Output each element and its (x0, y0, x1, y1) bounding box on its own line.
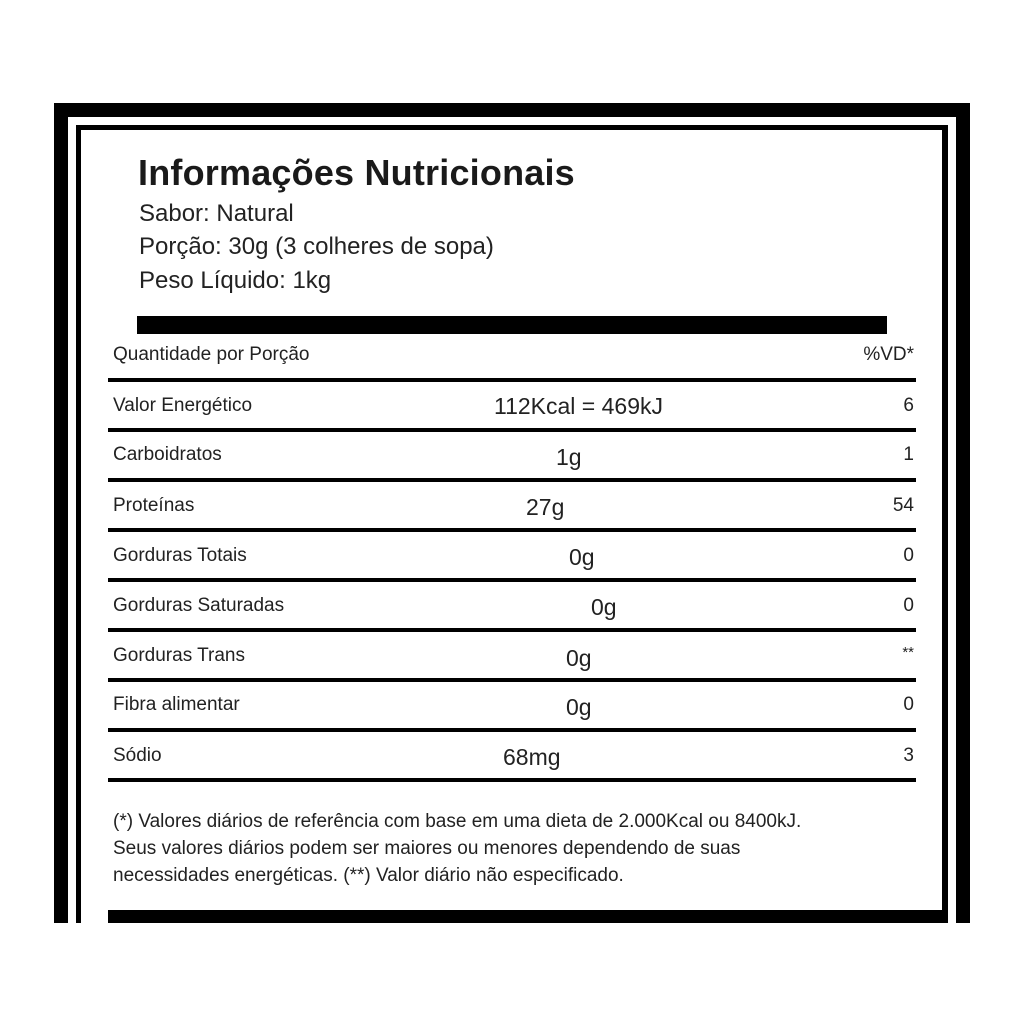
nutrient-amount: 0g (566, 645, 592, 671)
nutrient-name: Gorduras Trans (113, 645, 245, 666)
nutrient-amount: 0g (566, 694, 592, 720)
nutrient-daily-value: 54 (892, 495, 914, 516)
nutrient-name: Gorduras Saturadas (113, 595, 285, 616)
nutrient-daily-value: 0 (903, 545, 914, 566)
nutrient-daily-value: 3 (903, 745, 914, 766)
row-divider (108, 578, 916, 582)
nutrient-daily-value: 1 (903, 444, 914, 465)
nutrient-name: Carboidratos (113, 444, 222, 465)
row-divider (108, 678, 916, 682)
nutrient-name: Proteínas (113, 495, 195, 516)
nutrient-daily-value: 6 (903, 395, 914, 416)
bottom-divider (108, 910, 942, 923)
row-divider (108, 478, 916, 482)
row-divider (108, 528, 916, 532)
nutrient-amount: 27g (526, 494, 565, 520)
nutrient-daily-value: 0 (903, 595, 914, 616)
flavor-text: Sabor: Natural (139, 200, 294, 227)
nutrient-name: Fibra alimentar (113, 694, 240, 715)
row-divider (108, 728, 916, 732)
nutrient-amount: 0g (591, 594, 617, 620)
nutrient-daily-value: 0 (903, 694, 914, 715)
footnote (113, 808, 933, 889)
nutrient-daily-value: ** (902, 644, 914, 661)
nutrient-amount: 112Kcal = 469kJ (494, 393, 663, 419)
row-divider (108, 628, 916, 632)
header-serving-amount: Quantidade por Porção (113, 344, 310, 365)
nutrient-amount: 0g (569, 544, 595, 570)
row-divider (108, 428, 916, 432)
nutrient-amount: 68mg (503, 744, 561, 770)
heavy-divider (137, 316, 887, 334)
label-title: Informações Nutricionais (138, 152, 575, 193)
net-weight-text: Peso Líquido: 1kg (139, 267, 332, 294)
row-divider (108, 778, 916, 782)
header-daily-value: %VD* (863, 344, 914, 365)
nutrient-name: Valor Energético (113, 395, 253, 416)
footnote-line: necessidades energéticas. (**) Valor diário não especificado. (113, 865, 624, 886)
footnote-line: (*) Valores diários de referência com base em uma dieta de 2.000Kcal ou 8400kJ. (113, 811, 802, 832)
row-divider (108, 378, 916, 382)
nutrient-name: Gorduras Totais (113, 545, 247, 566)
nutrient-name: Sódio (113, 745, 162, 766)
serving-text: Porção: 30g (3 colheres de sopa) (139, 233, 494, 260)
nutrient-amount: 1g (556, 444, 582, 470)
footnote-line: Seus valores diários podem ser maiores ou menores dependendo de suas (113, 838, 741, 859)
